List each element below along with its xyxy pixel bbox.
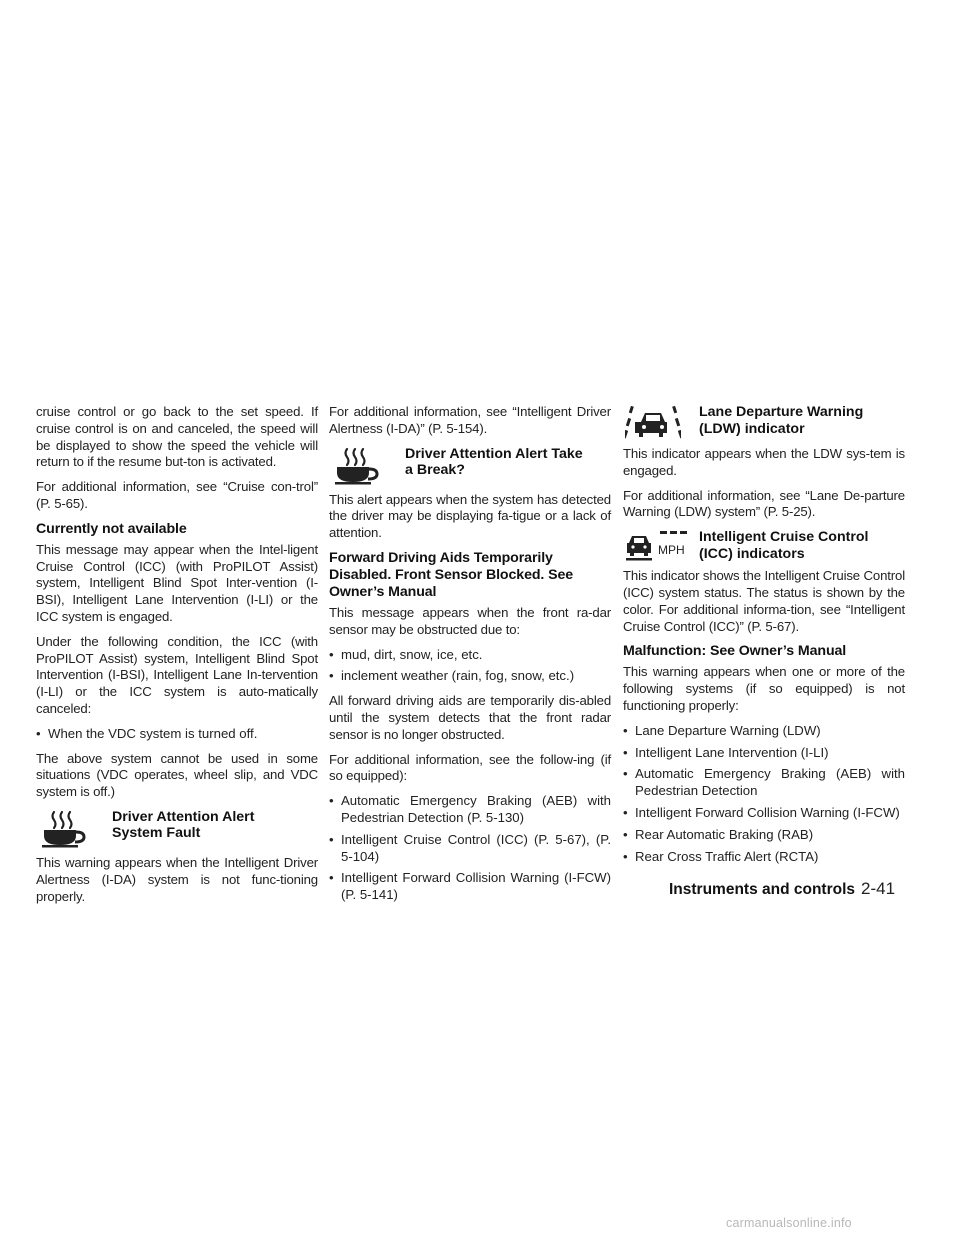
currently-not-available-para-3: The above system cannot be used in some situations (VDC operates, wheel slip, and VDC system is off.) <box>36 750 318 800</box>
column-1 <box>36 404 318 913</box>
coffee-cup-icon <box>38 809 90 849</box>
driver-attention-break-header <box>329 446 611 486</box>
malfunction-para: This warning appears when one or more of the following systems (if so equipped) is not functioning properly: <box>623 664 905 713</box>
driver-attention-break-title-2: a Break? <box>405 462 465 479</box>
forward-driving-aids-heading <box>329 550 611 601</box>
lane-departure-title-2: (LDW) indicator <box>699 420 805 437</box>
forward-driving-aids-heading-1: Forward Driving Aids Temporarily <box>329 549 553 566</box>
footer-section-title: Instruments and controls <box>669 881 856 898</box>
column-3 <box>623 404 905 873</box>
driver-attention-break-para: This alert appears when the system has detected the driver may be displaying fa-tigue or a lack of attention. <box>329 491 611 541</box>
lane-departure-title-1: Lane Departure Warning <box>699 404 864 420</box>
icc-indicator-title-1: Intelligent Cruise Control <box>699 529 869 546</box>
forward-driving-aids-heading-3: Owner’s Manual <box>329 583 437 600</box>
driver-attention-fault-title-2: System Fault <box>112 825 201 842</box>
cancel-condition-list <box>36 726 318 743</box>
currently-not-available-heading: Currently not available <box>36 520 187 537</box>
mph-label: MPH <box>658 543 685 558</box>
malfunction-heading: Malfunction: See Owner’s Manual <box>623 643 847 660</box>
page-footer <box>669 879 929 899</box>
list-item: • Intelligent Cruise Control (ICC) (P. 5-67), (P. 5-104) <box>329 832 611 866</box>
list-item: • Lane Departure Warning (LDW) <box>623 723 905 740</box>
driver-attention-fault-header <box>36 809 318 849</box>
list-item: • When the VDC system is turned off. <box>36 726 318 743</box>
intelligent-cruise-control-icon <box>625 529 691 561</box>
coffee-cup-icon <box>331 446 383 486</box>
malfunction-system-list <box>623 723 905 866</box>
cruise-control-reference: For additional information, see “Cruise con-trol” (P. 5-65). <box>36 479 318 511</box>
list-item: • Intelligent Forward Collision Warning (I-FCW) (P. 5-141) <box>329 870 611 904</box>
icc-indicator-title-2: (ICC) indicators <box>699 545 805 562</box>
watermark: carmanualsonline.info <box>726 1216 852 1230</box>
forward-driving-aids-para-2: All forward driving aids are temporarily dis-abled until the system detects that the front radar sensor is no longer obstructed. <box>329 693 611 742</box>
lane-departure-icon <box>625 404 681 440</box>
driver-attention-fault-title-1: Driver Attention Alert <box>112 808 255 825</box>
list-item: • mud, dirt, snow, ice, etc. <box>329 647 611 664</box>
currently-not-available-para-1: This message may appear when the Intel-ligent Cruise Control (ICC) (with ProPILOT Assist) system, Intelligent Blind Spot Inter-vention (I-BSI), Intelligent Lane Intervention (I-LI) or the ICC system is engaged. <box>36 541 318 624</box>
list-item: • Intelligent Lane Intervention (I-LI) <box>623 745 905 762</box>
forward-driving-aids-heading-2: Disabled. Front Sensor Blocked. See <box>329 566 574 583</box>
currently-not-available-para-2: Under the following condition, the ICC (with ProPILOT Assist) system, Intelligent Blind Spot Intervention (I-BSI), Intelligent Lane In-tervention (I-LI) or the ICC system is auto-matically canceled: <box>36 633 318 716</box>
list-item: • Rear Cross Traffic Alert (RCTA) <box>623 849 905 866</box>
list-item: • inclement weather (rain, fog, snow, etc.) <box>329 668 611 685</box>
list-item: • Intelligent Forward Collision Warning (I-FCW) <box>623 805 905 822</box>
lane-departure-header <box>623 404 905 440</box>
lane-departure-para-2: For additional information, see “Lane De-parture Warning (LDW) system” (P. 5-25). <box>623 487 905 520</box>
page-number: 2-41 <box>861 879 896 898</box>
obstruction-cause-list <box>329 647 611 686</box>
intro-paragraph: cruise control or go back to the set speed. If cruise control is on and canceled, the speed will be displayed to show the speed the vehicle will return to if the resume but-ton is activated. <box>36 404 318 470</box>
driver-alertness-reference: For additional information, see “Intelligent Driver Alertness (I-DA)” (P. 5-154). <box>329 404 611 436</box>
icc-indicator-header <box>623 529 905 562</box>
driver-attention-break-title-1: Driver Attention Alert Take <box>405 445 583 462</box>
list-item: • Automatic Emergency Braking (AEB) with Pedestrian Detection (P. 5-130) <box>329 793 611 827</box>
list-item: • Rear Automatic Braking (RAB) <box>623 827 905 844</box>
icc-indicator-para: This indicator shows the Intelligent Cruise Control (ICC) system status. The status is shown by the color. For additional informa-tion, see “Intelligent Cruise Control (ICC)” (P. 5-67). <box>623 568 905 634</box>
list-item: • Automatic Emergency Braking (AEB) with Pedestrian Detection <box>623 766 905 800</box>
forward-aids-reference-list <box>329 793 611 904</box>
driver-attention-fault-para: This warning appears when the Intelligent Driver Alertness (I-DA) system is not func-tioning properly. <box>36 854 318 904</box>
column-2 <box>329 404 611 912</box>
forward-driving-aids-para-1: This message appears when the front ra-dar sensor may be obstructed due to: <box>329 604 611 637</box>
forward-driving-aids-para-3: For additional information, see the follow-ing (if so equipped): <box>329 751 611 784</box>
lane-departure-para-1: This indicator appears when the LDW sys-tem is engaged. <box>623 446 905 478</box>
